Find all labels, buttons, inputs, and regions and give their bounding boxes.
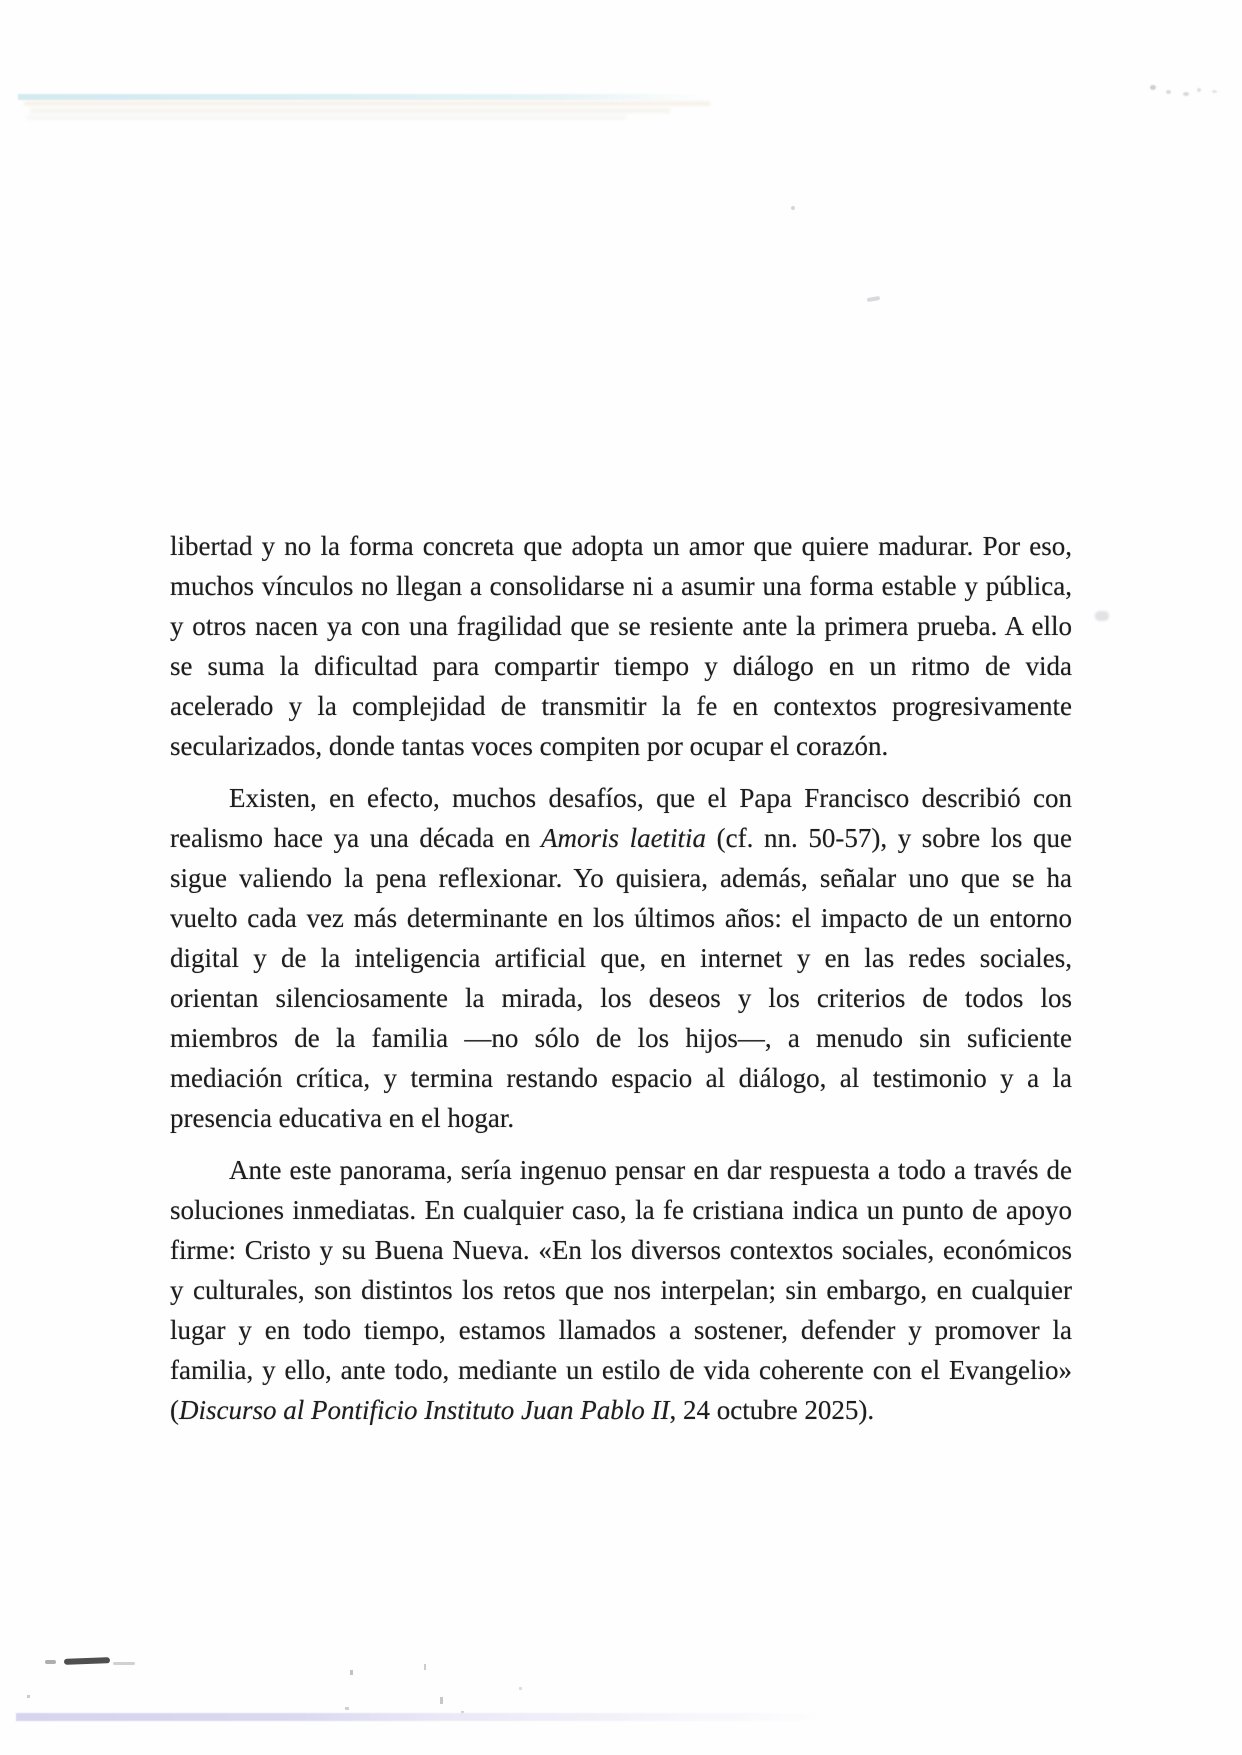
text-line: vuelto cada vez más determinante en los últimos años: el impacto de un entorno	[170, 903, 1072, 933]
text-line: familia, y ello, ante todo, mediante un estilo de vida coherente con el Evangelio»	[170, 1355, 1072, 1385]
work-title: Amoris laetitia	[540, 823, 707, 853]
text-line: Existen, en efecto, muchos desafíos, que el Papa Francisco describió con	[229, 783, 1072, 813]
text-segment: realismo hace ya una década en	[170, 823, 541, 853]
text-line: se suma la dificultad para compartir tiempo y diálogo en un ritmo de vida	[170, 651, 1072, 681]
scan-mark-dash	[64, 1657, 110, 1665]
scan-speck	[350, 1670, 353, 1675]
paragraph	[170, 526, 1072, 766]
text-line: sigue valiendo la pena reflexionar. Yo quisiera, además, señalar uno que se ha	[170, 863, 1072, 893]
scan-mark-dash	[45, 1660, 56, 1664]
scan-streak-bottom-lavender	[16, 1713, 826, 1721]
text-line	[170, 1390, 1072, 1430]
scan-speck	[791, 206, 795, 210]
scan-speck	[27, 1695, 30, 1698]
scan-speck	[867, 296, 880, 302]
text-line: y otros nacen ya con una fragilidad que se resiente ante la primera prueba. A ello	[170, 611, 1072, 641]
scan-streak-top-warm	[24, 101, 710, 106]
scan-speck	[1212, 90, 1217, 93]
scan-speck	[440, 1697, 443, 1704]
text-line: presencia educativa en el hogar.	[170, 1103, 515, 1133]
scan-speck	[461, 1711, 464, 1714]
text-line: secularizados, donde tantas voces compiten por ocupar el corazón.	[170, 731, 889, 761]
text-line: y culturales, son distintos los retos que nos interpelan; sin embargo, en cualquier	[170, 1275, 1072, 1305]
text-segment: , 24 octubre 2025).	[669, 1395, 875, 1425]
document-text	[170, 526, 1072, 1430]
paragraph	[170, 1150, 1072, 1430]
text-line: acelerado y la complejidad de transmitir la fe en contextos progresivamente	[170, 691, 1072, 721]
citation-title: Discurso al Pontificio Instituto Juan Pablo II	[179, 1395, 670, 1425]
text-line	[170, 818, 1072, 858]
text-line: libertad y no la forma concreta que adopta un amor que quiere madurar. Por eso,	[170, 531, 1072, 561]
text-segment: (	[170, 1395, 179, 1425]
scan-speck	[1150, 85, 1156, 90]
text-line: digital y de la inteligencia artificial que, en internet y en las redes sociales,	[170, 943, 1072, 973]
scan-speck	[1183, 92, 1189, 96]
text-line: soluciones inmediatas. En cualquier caso, la fe cristiana indica un punto de apoyo	[170, 1195, 1072, 1225]
scan-speck	[424, 1664, 426, 1670]
scan-streak-top-cyan	[18, 94, 708, 100]
scan-speck	[1095, 611, 1109, 621]
text-segment: (cf. nn. 50-57), y sobre los que	[706, 823, 1072, 853]
text-line: mediación crítica, y termina restando espacio al diálogo, al testimonio y a la	[170, 1063, 1072, 1093]
text-line: lugar y en todo tiempo, estamos llamados a sostener, defender y promover la	[170, 1315, 1072, 1345]
text-line: orientan silenciosamente la mirada, los deseos y los criterios de todos los	[170, 983, 1072, 1013]
scan-speck	[1166, 90, 1171, 94]
scan-mark-dash	[113, 1662, 135, 1665]
scan-speck	[519, 1687, 522, 1690]
text-line: firme: Cristo y su Buena Nueva. «En los diversos contextos sociales, económicos	[170, 1235, 1072, 1265]
paragraph	[170, 778, 1072, 1138]
scan-speck	[1197, 88, 1201, 92]
scan-speck	[345, 1707, 349, 1710]
text-line: muchos vínculos no llegan a consolidarse ni a asumir una forma estable y pública,	[170, 571, 1072, 601]
scan-streak-top-warm	[30, 108, 670, 113]
text-line: miembros de la familia —no sólo de los hijos—, a menudo sin suficiente	[170, 1023, 1072, 1053]
text-line: Ante este panorama, sería ingenuo pensar en dar respuesta a todo a través de	[229, 1155, 1072, 1185]
scan-streak-top-warm	[26, 115, 626, 120]
